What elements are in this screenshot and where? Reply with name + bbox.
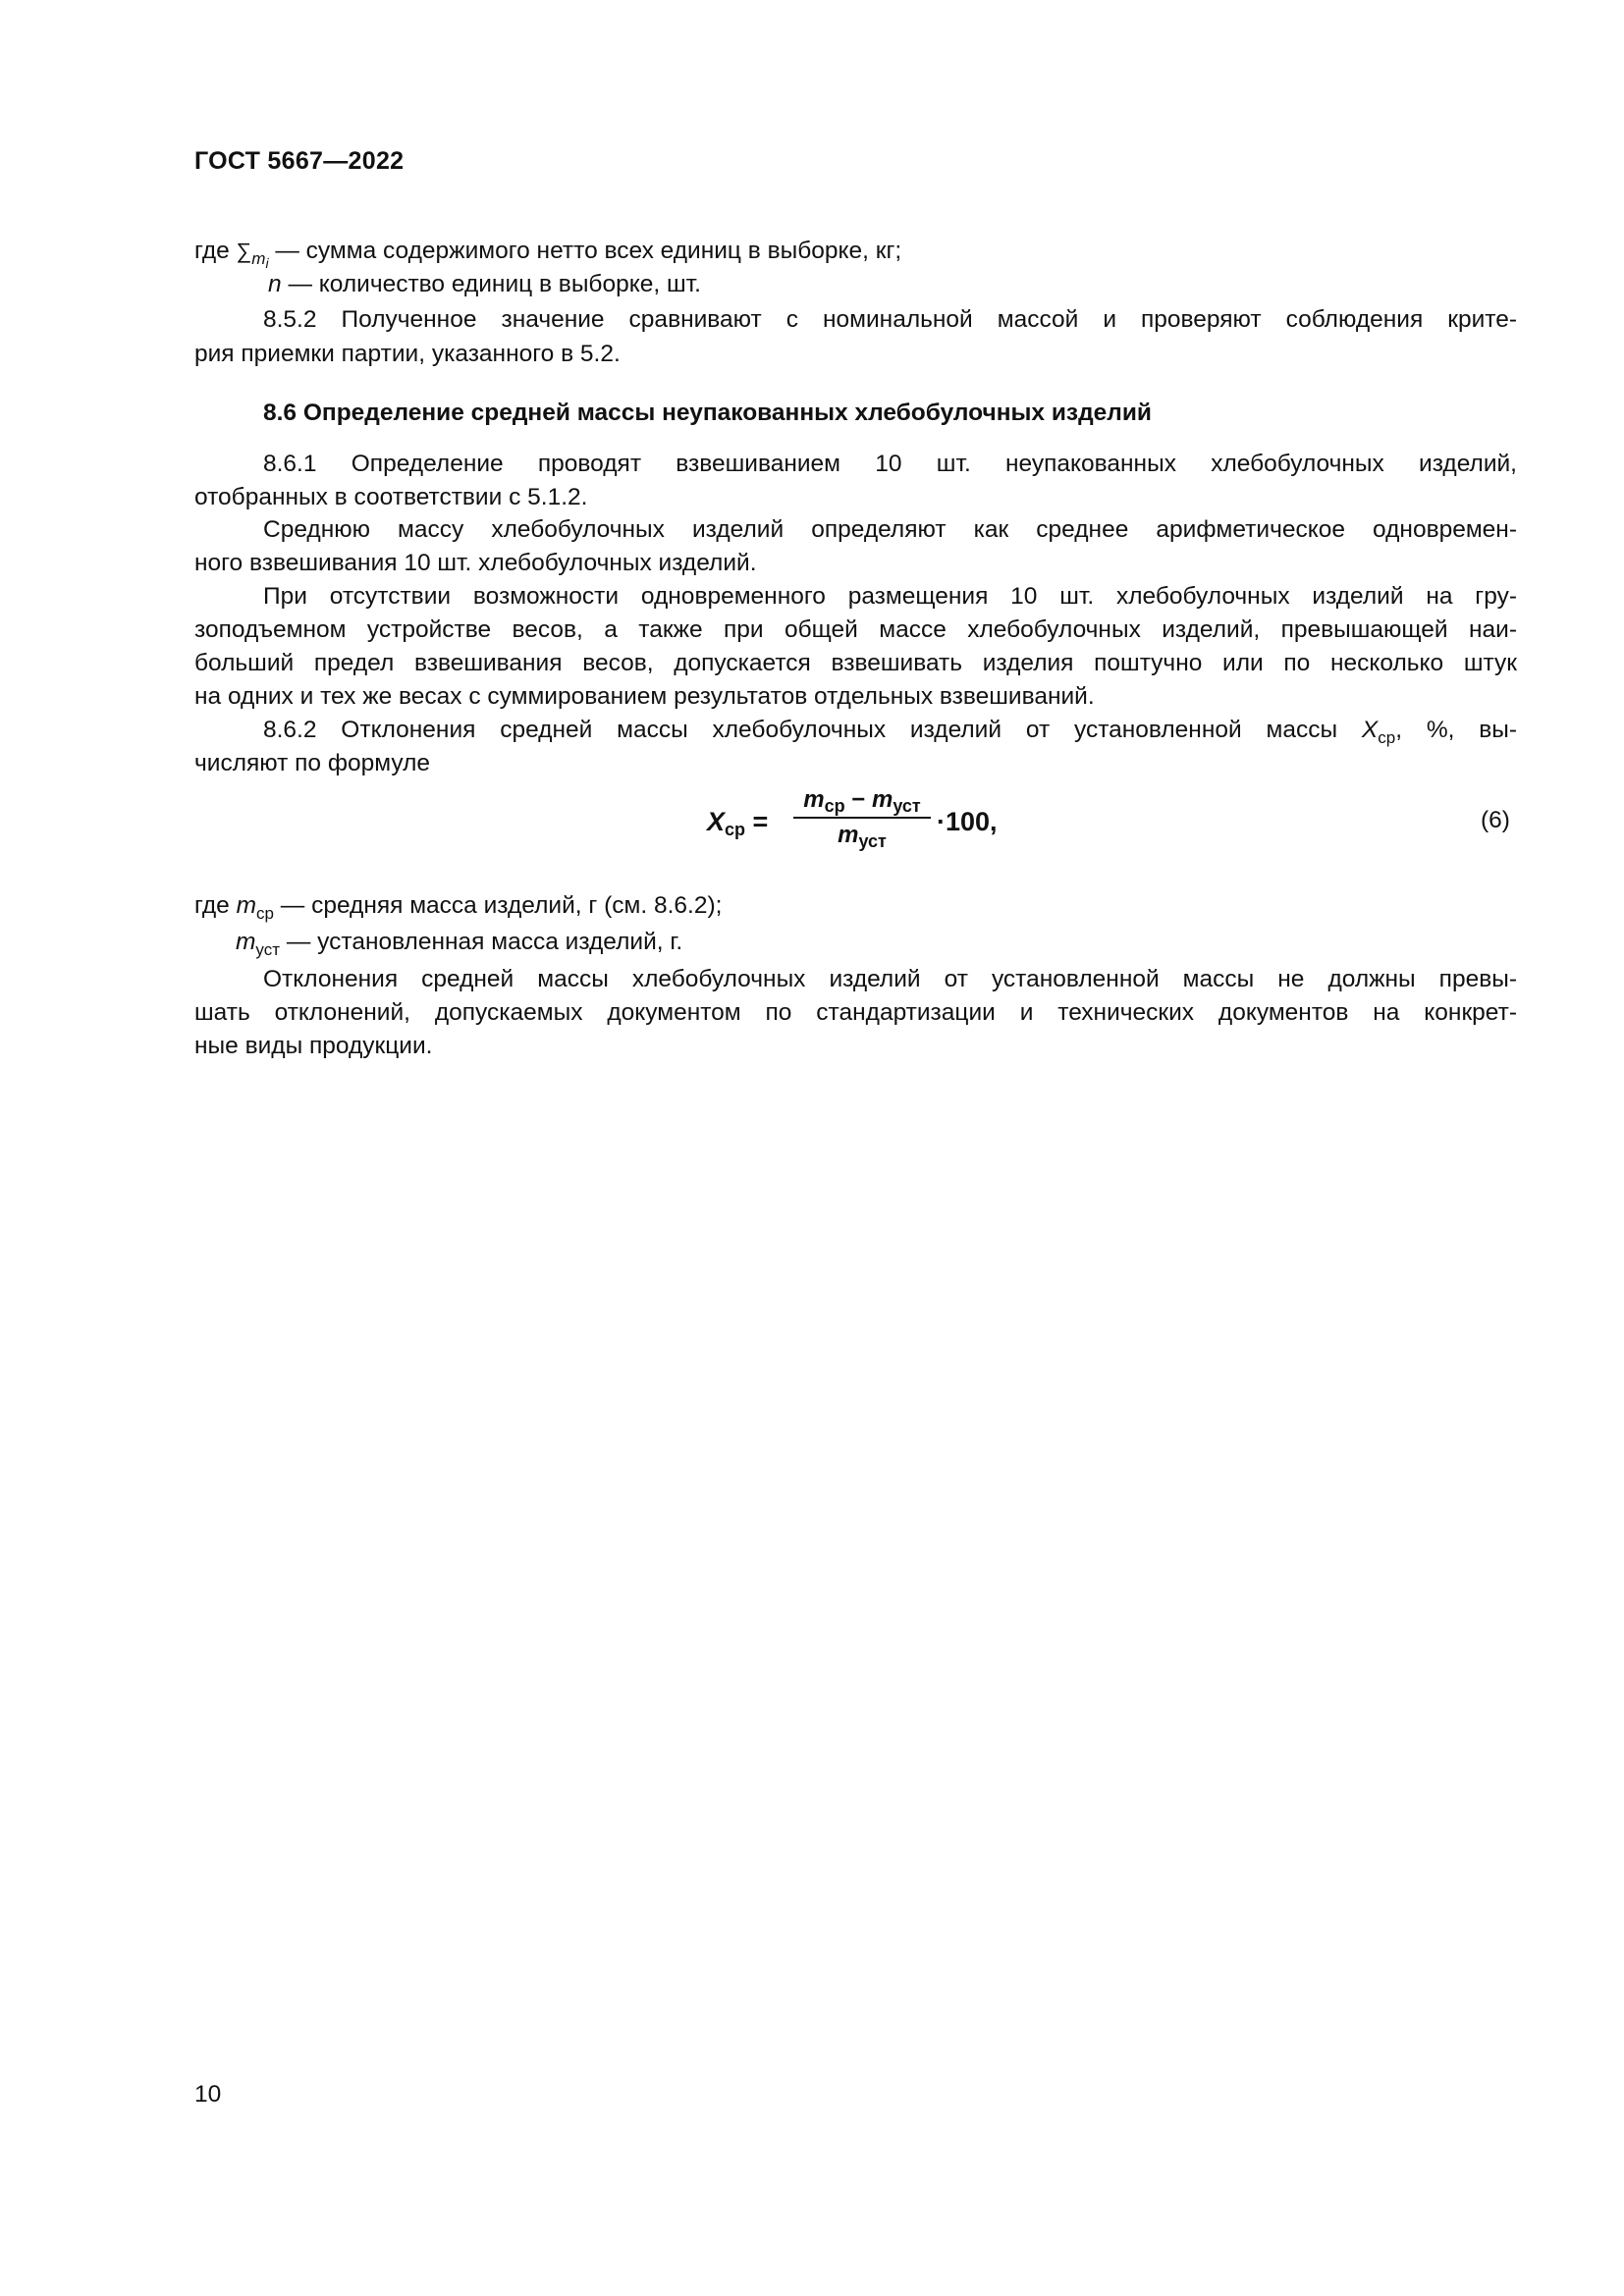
p-absent-line2: зоподъемном устройстве весов, а также при общей массе хлебобулочных изделий, превышающей наи- (194, 616, 1517, 643)
p-final-line1: Отклонения средней массы хлебобулочных изделий от установленной массы не должны превы- (263, 966, 1517, 992)
p-absent-line3: больший предел взвешивания весов, допускается взвешивать изделия поштучно или по несколько штук (194, 650, 1517, 676)
p-final-line3: ные виды продукции. (194, 1033, 433, 1059)
p-852-line2: рия приемки партии, указанного в 5.2. (194, 341, 621, 367)
where-lead: где (194, 238, 237, 264)
where-m-line: где $m_{ср}$ — средняя масса изделий, г (см. 8.6.2); (194, 892, 723, 923)
p-avg-line1: Среднюю массу хлебобулочных изделий определяют как среднее арифметическое одновремен- (263, 516, 1517, 543)
n-desc: — количество единиц в выборке, шт. (281, 271, 701, 297)
p-861-line2: отобранных в соответствии с 5.1.2. (194, 484, 588, 510)
section-title: 8.6 Определение средней массы неупакованных хлебобулочных изделий (263, 400, 1152, 426)
page-number: 10 (194, 2081, 222, 2108)
sum-sub: i (265, 255, 269, 271)
equation-number: (6) (1481, 807, 1510, 833)
p-final-line2: шать отклонений, допускаемых документом по стандартизации и технических документов на конкрет- (194, 999, 1517, 1026)
n-var: n (268, 271, 282, 297)
fraction-bar (793, 817, 931, 819)
p-avg-line2: ного взвешивания 10 шт. хлебобулочных изделий. (194, 550, 757, 576)
sum-desc: — сумма содержимого нетто всех единиц в выборке, кг; (268, 238, 902, 264)
where-sum-line (194, 234, 902, 271)
where-u-line: $m_{уст}$ — установленная масса изделий, г. (236, 929, 683, 959)
formula-tail: ·100, (937, 807, 998, 836)
x-sub: ср (1378, 728, 1396, 747)
formula-fraction (793, 785, 931, 850)
formula-denominator: $m_{уст}$ (838, 822, 887, 851)
x-var: X (1361, 717, 1379, 743)
sum-symbol: ∑ (236, 239, 252, 263)
p-861-line1: 8.6.1 Определение проводят взвешиванием 10 шт. неупакованных хлебобулочных изделий, (263, 451, 1517, 477)
sum-var: m (251, 249, 266, 268)
formula-numerator: $m_{ср} - m_{уст}$ (803, 786, 921, 816)
where-n-line (268, 267, 701, 301)
document-header: ГОСТ 5667—2022 (194, 147, 405, 175)
formula-lhs: $X_{ср}$ = (707, 807, 769, 839)
p-absent-line4: на одних и тех же весах с суммированием результатов отдельных взвешиваний. (194, 683, 1095, 710)
p-862-line2: числяют по формуле (194, 750, 430, 776)
p-852-line1: 8.5.2 Полученное значение сравнивают с номинальной массой и проверяют соблюдения крите- (263, 306, 1517, 333)
p-absent-line1: При отсутствии возможности одновременного размещения 10 шт. хлебобулочных изделий на гру- (263, 583, 1517, 610)
p-862-line1: 8.6.2 Отклонения средней массы хлебобулочных изделий от установленной массы $X_{ср}$, %, вы- (263, 717, 1518, 747)
